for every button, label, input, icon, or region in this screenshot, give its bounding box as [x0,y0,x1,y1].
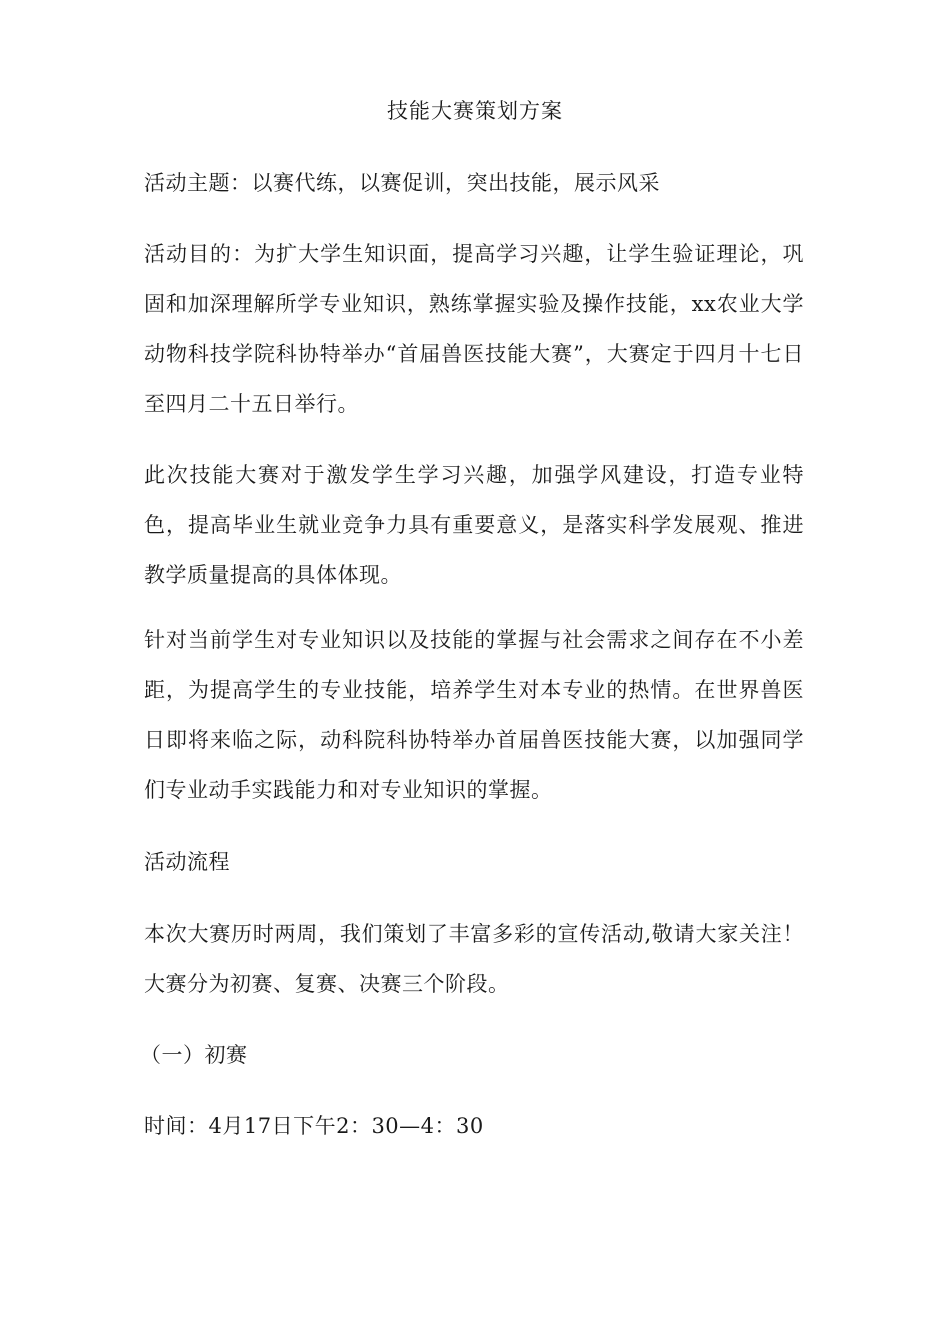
paragraph-significance: 此次技能大赛对于激发学生学习兴趣，加强学风建设，打造专业特色，提高毕业生就业竞争力具有重要意义，是落实科学发展观、推进教学质量提高的具体体现。 [144,463,804,587]
paragraph-activity-purpose: 活动目的：为扩大学生知识面，提高学习兴趣，让学生验证理论，巩固和加深理解所学专业知识，熟练掌握实验及操作技能，xx农业大学动物科技学院科协特举办“首届兽医技能大赛”，大赛定于四月十七日至四月二十五日举行。 [144,242,804,416]
subheading-preliminary-round: （一）初赛 [140,1043,248,1067]
paragraph-activity-theme: 活动主题：以赛代练，以赛促训，突出技能，展示风采 [144,171,660,195]
paragraph-competition-intro: 本次大赛历时两周，我们策划了丰富多彩的宣传活动,敬请大家关注！大赛分为初赛、复赛、决赛三个阶段。 [144,922,804,996]
document-title: 技能大赛策划方案 [387,99,563,123]
paragraph-background: 针对当前学生对专业知识以及技能的掌握与社会需求之间存在不小差距，为提高学生的专业技能，培养学生对本专业的热情。在世界兽医日即将来临之际，动科院科协特举办首届兽医技能大赛，以加强同学们专业动手实践能力和对专业知识的掌握。 [144,628,804,802]
section-heading-activity-flow: 活动流程 [144,850,230,874]
paragraph-preliminary-time: 时间：4月17日下午2：30—4：30 [144,1114,484,1138]
